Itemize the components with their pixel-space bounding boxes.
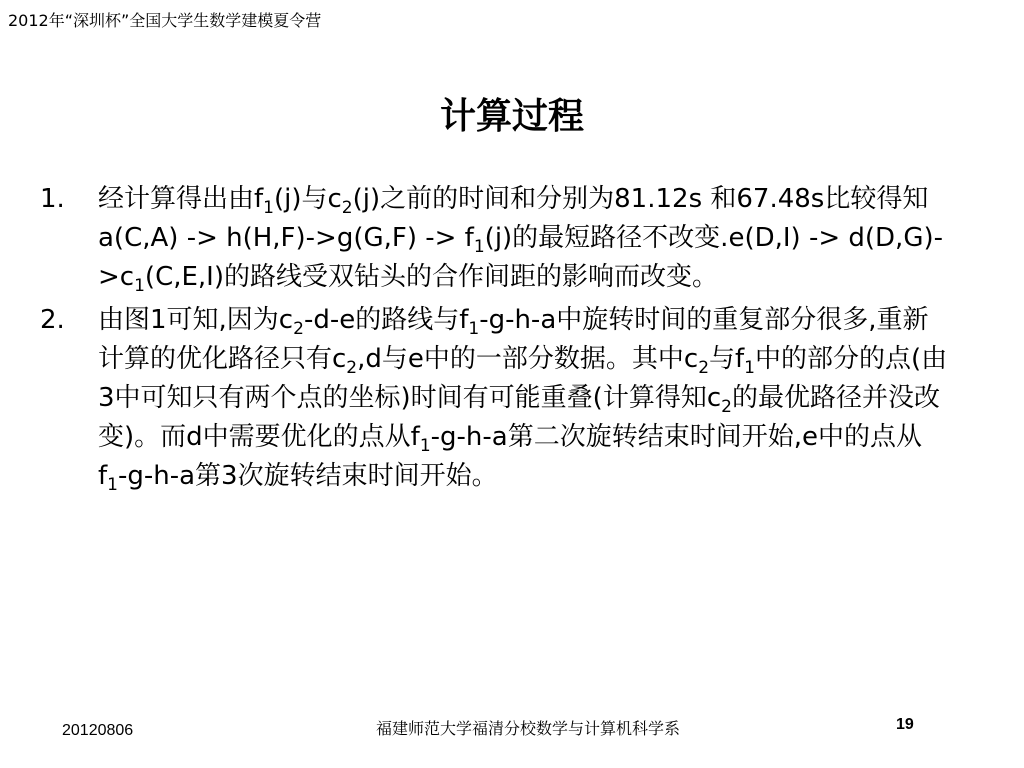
slide-content <box>40 180 950 500</box>
list-number: 1. <box>40 184 65 214</box>
subscript: 2 <box>293 319 304 339</box>
text-segment: 经计算得出由f <box>98 184 264 214</box>
text-segment: 与f <box>709 344 745 374</box>
subscript: 1 <box>744 358 755 378</box>
subscript: 2 <box>341 198 353 218</box>
text-segment: 的最优路径并没改变)。而d中需要优化的点从f <box>98 383 940 452</box>
text-segment: -g-h-a第二次旋转结束时间开始,e中的点从f <box>98 422 922 491</box>
text-segment: (j)之前的时间和分别为81.12s 和67.48s比较得知a(C,A) -> h(H,F)->g(G,F) -> f <box>98 184 929 253</box>
subscript: 1 <box>473 237 485 257</box>
text-segment: (j)的最短路径不改变.e(D,I) -> d(D,G)->c <box>98 223 943 292</box>
subscript: 2 <box>346 358 358 378</box>
text-segment: 由图1可知,因为c <box>98 305 294 335</box>
text-segment: -d-e的路线与f <box>303 305 469 335</box>
text-segment: -g-h-a中旋转时间的重复部分很多,重新计算的优化路径只有c <box>98 305 929 374</box>
subscript: 1 <box>134 276 145 296</box>
text-segment: (C,E,I)的路线受双钻头的合作间距的影响而改变。 <box>144 262 718 292</box>
subscript: 2 <box>721 397 732 417</box>
list-text <box>98 301 950 496</box>
list-number: 2. <box>40 305 65 335</box>
list-item <box>40 301 950 496</box>
list-text <box>98 180 950 297</box>
text-segment: (j)与c <box>273 184 342 214</box>
slide-title: 计算过程 <box>439 96 584 137</box>
text-segment: 中的部分的点(由3中可知只有两个点的坐标)时间有可能重叠(计算得知c <box>98 344 948 413</box>
text-segment: ,d与e中的一部分数据。其中c <box>357 344 699 374</box>
text-segment: -g-h-a第3次旋转结束时间开始。 <box>117 461 498 491</box>
subscript: 2 <box>698 358 710 378</box>
footer-organization: 福建师范大学福清分校数学与计算机科学系 <box>376 719 681 738</box>
subscript: 1 <box>107 475 118 495</box>
page-number: 19 <box>896 716 914 733</box>
subscript: 1 <box>263 198 274 218</box>
footer-date: 20120806 <box>62 722 134 739</box>
subscript: 1 <box>419 436 431 456</box>
list-item <box>40 180 950 297</box>
slide-header: 2012年“深圳杯”全国大学生数学建模夏令营 <box>8 11 322 30</box>
subscript: 1 <box>468 319 480 339</box>
